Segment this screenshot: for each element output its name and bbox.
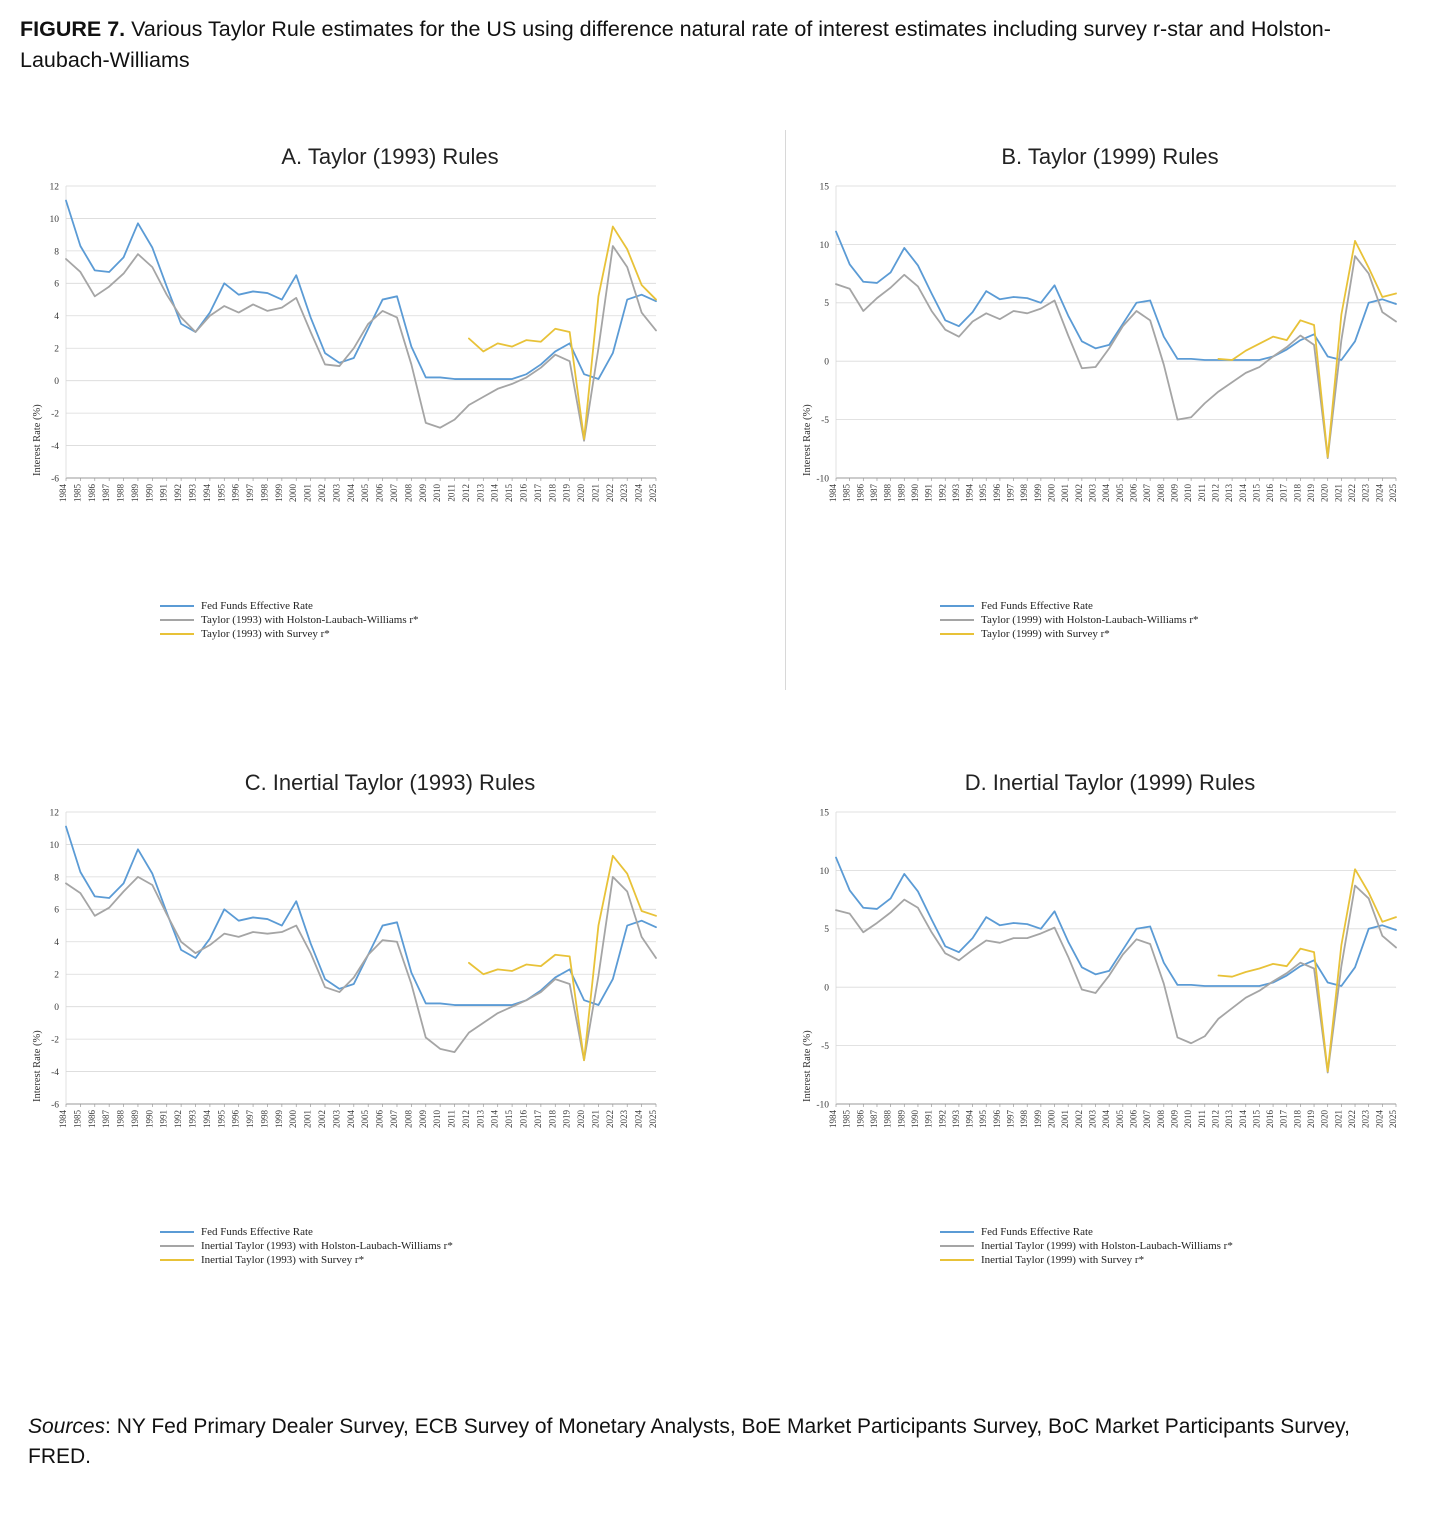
svg-text:2017: 2017 [532, 484, 543, 502]
svg-text:1998: 1998 [259, 484, 270, 502]
svg-text:2024: 2024 [633, 1110, 644, 1128]
panel-d-plot [790, 802, 1410, 1222]
svg-text:15: 15 [819, 182, 829, 193]
panel-d [790, 770, 1430, 1268]
svg-text:2007: 2007 [388, 484, 399, 502]
svg-text:2012: 2012 [460, 484, 471, 502]
panel-b-title: B. Taylor (1999) Rules [1001, 144, 1219, 169]
svg-text:2012: 2012 [1210, 484, 1221, 502]
svg-text:2006: 2006 [1128, 484, 1139, 502]
svg-text:2004: 2004 [345, 1110, 356, 1128]
legend-swatch [160, 633, 194, 635]
legend-swatch [940, 1231, 974, 1233]
svg-text:2020: 2020 [576, 484, 587, 502]
svg-text:2009: 2009 [417, 484, 428, 502]
legend-swatch [940, 605, 974, 607]
svg-text:1993: 1993 [950, 484, 961, 502]
legend-item [940, 1226, 1430, 1238]
svg-text:1996: 1996 [230, 1110, 241, 1128]
panel-c-legend [160, 1226, 760, 1266]
svg-text:2000: 2000 [288, 1110, 299, 1128]
legend-label: Fed Funds Effective Rate [981, 1226, 1093, 1238]
svg-text:2002: 2002 [317, 484, 328, 502]
svg-text:2023: 2023 [1360, 1110, 1371, 1128]
panel-b-plot [790, 176, 1410, 596]
svg-text:1993: 1993 [950, 1110, 961, 1128]
svg-text:2008: 2008 [1155, 484, 1166, 502]
svg-text:-10: -10 [816, 474, 829, 485]
svg-text:0: 0 [824, 357, 829, 368]
panel-a-title: A. Taylor (1993) Rules [281, 144, 499, 169]
svg-text:1999: 1999 [273, 484, 284, 502]
svg-text:1988: 1988 [882, 484, 893, 502]
svg-text:2006: 2006 [374, 484, 385, 502]
svg-text:1999: 1999 [1032, 1110, 1043, 1128]
legend-label: Inertial Taylor (1999) with Survey r* [981, 1254, 1145, 1266]
svg-text:1992: 1992 [937, 1110, 948, 1128]
svg-text:8: 8 [54, 873, 59, 884]
legend-swatch [940, 619, 974, 621]
svg-text:2018: 2018 [1292, 1110, 1303, 1128]
legend-item [160, 628, 760, 640]
panel-c-ylabel: Interest Rate (%) [32, 1030, 43, 1102]
svg-text:2019: 2019 [561, 1110, 572, 1128]
svg-text:2005: 2005 [360, 1110, 371, 1128]
panel-c-plot [20, 802, 670, 1222]
legend-swatch [940, 1245, 974, 1247]
svg-text:1989: 1989 [896, 1110, 907, 1128]
legend-label: Fed Funds Effective Rate [201, 600, 313, 612]
svg-text:2016: 2016 [1265, 1110, 1276, 1128]
svg-text:2001: 2001 [302, 1110, 313, 1128]
svg-text:2002: 2002 [1073, 484, 1084, 502]
svg-text:2014: 2014 [1237, 484, 1248, 502]
svg-text:1990: 1990 [144, 1110, 155, 1128]
svg-text:2004: 2004 [345, 484, 356, 502]
svg-text:2003: 2003 [331, 484, 342, 502]
svg-text:2012: 2012 [460, 1110, 471, 1128]
svg-text:1991: 1991 [158, 1110, 169, 1128]
svg-text:2020: 2020 [576, 1110, 587, 1128]
svg-text:1984: 1984 [58, 1110, 68, 1128]
svg-text:2025: 2025 [1388, 1110, 1398, 1128]
legend-swatch [160, 1259, 194, 1261]
panel-b-legend [940, 600, 1430, 640]
svg-text:1992: 1992 [173, 484, 184, 502]
series-line [469, 227, 656, 440]
svg-text:2017: 2017 [532, 1110, 543, 1128]
legend-label: Taylor (1993) with Holston-Laubach-Williams r* [201, 614, 419, 626]
panel-d-legend [940, 1226, 1430, 1266]
svg-text:1990: 1990 [909, 1110, 920, 1128]
svg-text:8: 8 [54, 247, 59, 258]
svg-text:2022: 2022 [604, 1110, 615, 1128]
svg-text:0: 0 [54, 377, 59, 388]
svg-text:2016: 2016 [518, 484, 529, 502]
svg-text:1987: 1987 [868, 1110, 879, 1128]
panel-a-ylabel: Interest Rate (%) [32, 404, 43, 476]
svg-text:2025: 2025 [648, 1110, 658, 1128]
svg-text:2014: 2014 [1237, 1110, 1248, 1128]
svg-text:2012: 2012 [1210, 1110, 1221, 1128]
series-line [836, 256, 1396, 458]
svg-text:2011: 2011 [1196, 1110, 1207, 1128]
legend-item [160, 614, 760, 626]
svg-text:2019: 2019 [1306, 484, 1317, 502]
svg-text:2024: 2024 [1374, 484, 1385, 502]
svg-text:1994: 1994 [964, 1110, 975, 1128]
svg-text:1996: 1996 [991, 484, 1002, 502]
panel-b [790, 144, 1430, 642]
legend-item [160, 1226, 760, 1238]
figure-caption [20, 14, 1420, 75]
svg-text:2: 2 [54, 344, 59, 355]
svg-text:1994: 1994 [201, 484, 212, 502]
svg-text:2009: 2009 [1169, 1110, 1180, 1128]
svg-text:2022: 2022 [1347, 1110, 1358, 1128]
svg-text:-10: -10 [816, 1100, 829, 1111]
series-line [836, 886, 1396, 1073]
svg-text:2015: 2015 [1251, 1110, 1262, 1128]
svg-text:2016: 2016 [1265, 484, 1276, 502]
legend-item [940, 1254, 1430, 1266]
svg-text:1989: 1989 [129, 1110, 140, 1128]
sources-label: Sources [28, 1415, 106, 1438]
svg-text:1985: 1985 [72, 1110, 83, 1128]
svg-text:1995: 1995 [978, 484, 989, 502]
svg-text:2010: 2010 [1183, 1110, 1194, 1128]
svg-text:1996: 1996 [230, 484, 241, 502]
svg-text:2023: 2023 [619, 484, 630, 502]
svg-text:10: 10 [49, 214, 59, 225]
svg-text:1991: 1991 [923, 1110, 934, 1128]
svg-text:2003: 2003 [1087, 1110, 1098, 1128]
svg-text:1998: 1998 [259, 1110, 270, 1128]
svg-text:2013: 2013 [475, 484, 486, 502]
svg-text:2016: 2016 [518, 1110, 529, 1128]
svg-text:2022: 2022 [604, 484, 615, 502]
svg-text:2009: 2009 [417, 1110, 428, 1128]
svg-text:2021: 2021 [590, 1110, 601, 1128]
svg-text:1993: 1993 [187, 484, 198, 502]
svg-text:2009: 2009 [1169, 484, 1180, 502]
svg-text:2024: 2024 [633, 484, 644, 502]
charts-grid [0, 118, 1440, 1398]
svg-text:2024: 2024 [1374, 1110, 1385, 1128]
legend-item [160, 1240, 760, 1252]
svg-text:2005: 2005 [1114, 484, 1125, 502]
svg-text:2015: 2015 [504, 1110, 515, 1128]
svg-text:2004: 2004 [1101, 484, 1112, 502]
svg-text:2007: 2007 [1142, 1110, 1153, 1128]
svg-text:1997: 1997 [245, 1110, 256, 1128]
svg-text:2023: 2023 [619, 1110, 630, 1128]
svg-text:2018: 2018 [547, 1110, 558, 1128]
panel-c [20, 770, 760, 1268]
svg-text:2025: 2025 [1388, 484, 1398, 502]
panel-b-chart [790, 176, 1430, 596]
series-line [66, 827, 656, 1005]
legend-label: Taylor (1993) with Survey r* [201, 628, 330, 640]
svg-text:1993: 1993 [187, 1110, 198, 1128]
svg-text:10: 10 [819, 866, 829, 877]
svg-text:1986: 1986 [855, 484, 866, 502]
svg-text:0: 0 [824, 983, 829, 994]
svg-text:1991: 1991 [158, 484, 169, 502]
svg-text:10: 10 [819, 240, 829, 251]
svg-text:2003: 2003 [1087, 484, 1098, 502]
svg-text:-2: -2 [51, 1035, 59, 1046]
panel-a [20, 144, 760, 642]
sources-note [28, 1412, 1408, 1473]
svg-text:4: 4 [54, 312, 59, 323]
legend-label: Inertial Taylor (1993) with Survey r* [201, 1254, 365, 1266]
svg-text:1987: 1987 [868, 484, 879, 502]
svg-text:2023: 2023 [1360, 484, 1371, 502]
svg-text:1992: 1992 [173, 1110, 184, 1128]
svg-text:2002: 2002 [317, 1110, 328, 1128]
svg-text:1994: 1994 [964, 484, 975, 502]
svg-text:1984: 1984 [828, 1110, 838, 1128]
legend-swatch [160, 619, 194, 621]
svg-text:10: 10 [49, 840, 59, 851]
svg-text:2019: 2019 [561, 484, 572, 502]
svg-text:1990: 1990 [909, 484, 920, 502]
svg-text:2001: 2001 [302, 484, 313, 502]
svg-text:2015: 2015 [504, 484, 515, 502]
svg-text:4: 4 [54, 938, 59, 949]
svg-text:2022: 2022 [1347, 484, 1358, 502]
svg-text:2003: 2003 [331, 1110, 342, 1128]
svg-text:2: 2 [54, 970, 59, 981]
panel-b-ylabel: Interest Rate (%) [802, 404, 813, 476]
svg-text:1990: 1990 [144, 484, 155, 502]
svg-text:1986: 1986 [855, 1110, 866, 1128]
svg-text:-5: -5 [821, 416, 829, 426]
panel-d-chart [790, 802, 1430, 1222]
svg-text:-5: -5 [821, 1042, 829, 1052]
panel-d-title: D. Inertial Taylor (1999) Rules [964, 770, 1256, 795]
svg-text:2011: 2011 [446, 484, 457, 502]
svg-text:1999: 1999 [273, 1110, 284, 1128]
svg-text:1998: 1998 [1019, 484, 1030, 502]
svg-text:1986: 1986 [86, 484, 97, 502]
svg-text:2000: 2000 [288, 484, 299, 502]
svg-text:2000: 2000 [1046, 484, 1057, 502]
svg-text:2005: 2005 [360, 484, 371, 502]
svg-text:2011: 2011 [1196, 484, 1207, 502]
svg-text:2001: 2001 [1060, 1110, 1071, 1128]
svg-text:12: 12 [49, 808, 59, 819]
svg-text:1988: 1988 [882, 1110, 893, 1128]
svg-text:2018: 2018 [547, 484, 558, 502]
svg-text:1997: 1997 [245, 484, 256, 502]
svg-text:2017: 2017 [1278, 483, 1289, 502]
svg-text:1999: 1999 [1032, 484, 1043, 502]
legend-item [940, 1240, 1430, 1252]
svg-text:1992: 1992 [937, 484, 948, 502]
legend-label: Taylor (1999) with Survey r* [981, 628, 1110, 640]
svg-text:2021: 2021 [590, 484, 601, 502]
svg-text:2020: 2020 [1319, 1110, 1330, 1128]
svg-text:2017: 2017 [1278, 1110, 1289, 1128]
legend-swatch [160, 1245, 194, 1247]
legend-item [940, 600, 1430, 612]
legend-label: Fed Funds Effective Rate [201, 1226, 313, 1238]
series-line [469, 856, 656, 1060]
svg-text:2013: 2013 [1224, 484, 1235, 502]
svg-text:-6: -6 [51, 1100, 59, 1111]
svg-text:2020: 2020 [1319, 484, 1330, 502]
svg-text:1989: 1989 [896, 484, 907, 502]
svg-text:2008: 2008 [1155, 1110, 1166, 1128]
svg-text:2010: 2010 [432, 1110, 443, 1128]
svg-text:2000: 2000 [1046, 1110, 1057, 1128]
svg-text:1984: 1984 [828, 484, 838, 502]
svg-text:6: 6 [54, 905, 59, 916]
panel-c-chart [20, 802, 760, 1222]
svg-text:1994: 1994 [201, 1110, 212, 1128]
svg-text:1985: 1985 [72, 484, 83, 502]
figure-label: FIGURE 7. [20, 17, 126, 41]
svg-text:2008: 2008 [403, 1110, 414, 1128]
legend-item [940, 628, 1430, 640]
svg-text:1985: 1985 [841, 1110, 852, 1128]
panel-a-plot [20, 176, 670, 596]
svg-text:2019: 2019 [1306, 1110, 1317, 1128]
svg-text:1987: 1987 [101, 484, 112, 502]
svg-text:2010: 2010 [1183, 484, 1194, 502]
svg-text:2014: 2014 [489, 1110, 500, 1128]
legend-item [940, 614, 1430, 626]
svg-text:1995: 1995 [216, 1110, 227, 1128]
svg-text:1996: 1996 [991, 1110, 1002, 1128]
figure-caption-text: Various Taylor Rule estimates for the US using difference natural rate of interest estimates including survey r-star and Holston-Laubach-Williams [20, 17, 1331, 72]
svg-text:1995: 1995 [978, 1110, 989, 1128]
svg-text:2010: 2010 [432, 484, 443, 502]
panel-a-legend [160, 600, 760, 640]
svg-text:2004: 2004 [1101, 1110, 1112, 1128]
svg-text:1995: 1995 [216, 484, 227, 502]
svg-text:2001: 2001 [1060, 484, 1071, 502]
svg-text:1989: 1989 [129, 484, 140, 502]
series-line [66, 201, 656, 379]
svg-text:2011: 2011 [446, 1110, 457, 1128]
svg-text:-4: -4 [51, 441, 59, 452]
svg-text:5: 5 [824, 925, 829, 936]
svg-text:2006: 2006 [1128, 1110, 1139, 1128]
svg-text:-2: -2 [51, 409, 59, 420]
svg-text:2015: 2015 [1251, 484, 1262, 502]
svg-text:2021: 2021 [1333, 484, 1344, 502]
svg-text:1991: 1991 [923, 484, 934, 502]
svg-text:2006: 2006 [374, 1110, 385, 1128]
svg-text:2007: 2007 [1142, 484, 1153, 502]
legend-item [160, 1254, 760, 1266]
legend-swatch [160, 1231, 194, 1233]
svg-text:1997: 1997 [1005, 484, 1016, 502]
svg-text:2002: 2002 [1073, 1110, 1084, 1128]
svg-text:2008: 2008 [403, 484, 414, 502]
svg-text:2018: 2018 [1292, 484, 1303, 502]
svg-text:2013: 2013 [475, 1110, 486, 1128]
legend-label: Inertial Taylor (1999) with Holston-Laubach-Williams r* [981, 1240, 1233, 1252]
svg-text:15: 15 [819, 808, 829, 819]
panel-a-chart [20, 176, 760, 596]
svg-text:1998: 1998 [1019, 1110, 1030, 1128]
legend-swatch [940, 1259, 974, 1261]
panel-c-title: C. Inertial Taylor (1993) Rules [244, 770, 536, 795]
legend-label: Inertial Taylor (1993) with Holston-Laubach-Williams r* [201, 1240, 453, 1252]
svg-text:0: 0 [54, 1003, 59, 1014]
series-line [836, 232, 1396, 360]
legend-swatch [940, 633, 974, 635]
svg-text:-4: -4 [51, 1067, 59, 1078]
legend-label: Fed Funds Effective Rate [981, 600, 1093, 612]
svg-text:1997: 1997 [1005, 1110, 1016, 1128]
legend-item [160, 600, 760, 612]
svg-text:2007: 2007 [388, 1110, 399, 1128]
svg-text:2025: 2025 [648, 484, 658, 502]
legend-swatch [160, 605, 194, 607]
svg-text:1986: 1986 [86, 1110, 97, 1128]
svg-text:2013: 2013 [1224, 1110, 1235, 1128]
svg-text:1987: 1987 [101, 1110, 112, 1128]
sources-text: : NY Fed Primary Dealer Survey, ECB Survey of Monetary Analysts, BoE Market Participants Survey, BoC Market Participants Survey, FRED. [28, 1415, 1350, 1469]
svg-text:2005: 2005 [1114, 1110, 1125, 1128]
legend-label: Taylor (1999) with Holston-Laubach-Williams r* [981, 614, 1199, 626]
svg-text:2021: 2021 [1333, 1110, 1344, 1128]
svg-text:5: 5 [824, 299, 829, 310]
svg-text:2014: 2014 [489, 484, 500, 502]
svg-text:6: 6 [54, 279, 59, 290]
svg-text:1984: 1984 [58, 484, 68, 502]
svg-text:1988: 1988 [115, 1110, 126, 1128]
svg-text:-6: -6 [51, 474, 59, 485]
panel-d-ylabel: Interest Rate (%) [802, 1030, 813, 1102]
svg-text:1988: 1988 [115, 484, 126, 502]
svg-text:1985: 1985 [841, 484, 852, 502]
svg-text:12: 12 [49, 182, 59, 193]
